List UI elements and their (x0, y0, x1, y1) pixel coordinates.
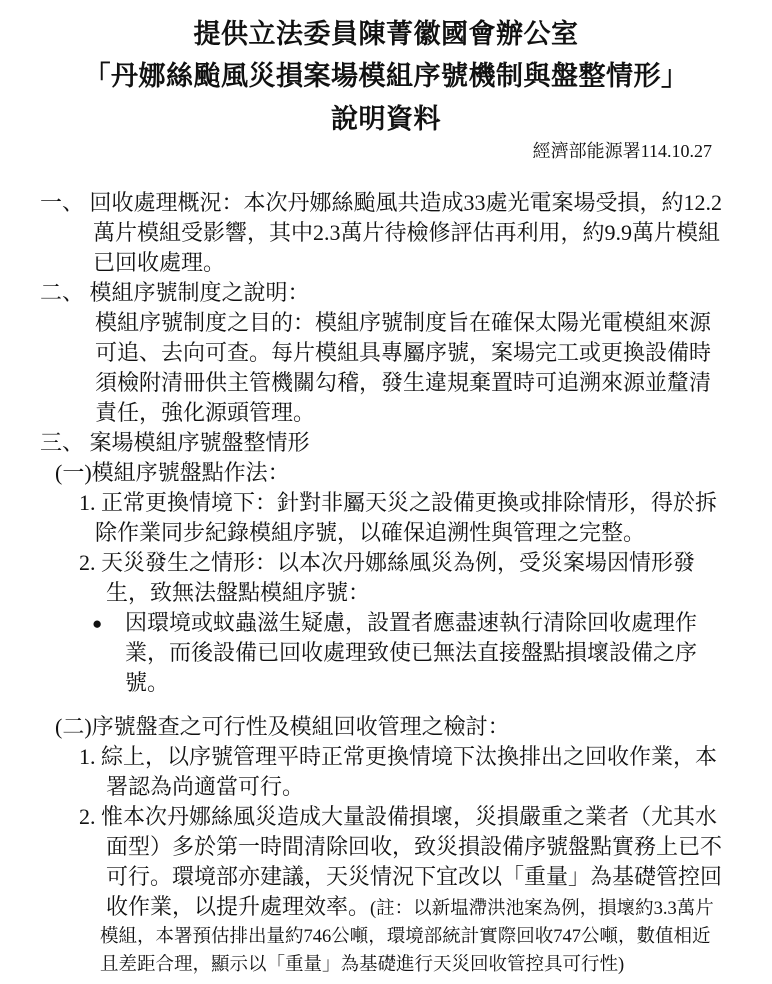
list-item-1-line: 署認為尚適當可行。 (106, 774, 305, 799)
section-2-line: 責任，強化源頭管理。 (95, 400, 316, 425)
list-item-2-line (106, 892, 714, 924)
list-item-2-line: 生，致無法盤點模組序號： (106, 580, 371, 605)
bullet-item-line: 號。 (125, 670, 170, 695)
section-1-line: 已回收處理。 (93, 250, 226, 275)
list-item-1: 1. 正常更換情境下：針對非屬天災之設備更換或排除情形，得於拆 (79, 490, 718, 515)
list-item-1-line: 除作業同步紀錄模組序號，以確保追溯性與管理之完整。 (95, 520, 646, 545)
bullet-item (92, 608, 697, 639)
footnote-line: 且差距合理，顯示以「重量」為基礎進行天災回收管控具可行性) (100, 955, 625, 975)
list-item-2: 2. 天災發生之情形：以本次丹娜絲風災為例，受災案場因情形發 (79, 550, 696, 575)
section-3-heading: 三、 案場模組序號盤整情形 (40, 430, 310, 455)
list-item-2-line: 面型）多於第一時間清除回收，致災損設備序號盤點實務上已不 (106, 834, 723, 859)
document-title-line3: 說明資料 (331, 104, 441, 134)
section-2-line: 可追、去向可查。每片模組具專屬序號，案場完工或更換設備時 (95, 340, 712, 365)
section-2-line: 模組序號制度之目的：模組序號制度旨在確保太陽光電模組來源 (95, 310, 712, 335)
list-item-1: 1. 綜上，以序號管理平時正常更換情境下汰換排出之回收作業，本 (79, 744, 718, 769)
section-1-line: 萬片模組受影響，其中2.3萬片待檢修評估再利用，約9.9萬片模組 (93, 220, 721, 245)
agency-date-byline: 經濟部能源署114.10.27 (532, 141, 712, 161)
subsection-3-1-heading: (一)模組序號盤點作法： (55, 460, 290, 485)
section-1-heading: 一、 回收處理概況：本次丹娜絲颱風共造成33處光電案場受損，約12.2 (40, 190, 723, 215)
document-title-line1: 提供立法委員陳菁徽國會辦公室 (193, 19, 579, 49)
list-item-2-text: 收作業，以提升處理效率。 (106, 894, 371, 919)
bullet-item-text: 因環境或蚊蟲滋生疑慮，設置者應盡速執行清除回收處理作 (125, 610, 698, 635)
bullet-item-line: 業，而後設備已回收處理致使已無法直接盤點損壞設備之序 (125, 640, 698, 665)
section-2-heading: 二、 模組序號制度之說明： (40, 280, 310, 305)
footnote-line: 模組，本署預估排出量約746公噸，環境部統計實際回收747公噸，數值相近 (100, 927, 711, 947)
section-2-line: 須檢附清冊供主管機關勾稽，發生違規棄置時可追溯來源並釐清 (95, 370, 712, 395)
bullet-icon: ● (92, 614, 103, 633)
document-title-line2: 「丹娜絲颱風災損案場模組序號機制與盤整情形」 (83, 61, 689, 91)
list-item-2: 2. 惟本次丹娜絲風災造成大量設備損壞，災損嚴重之業者（尤其水 (79, 804, 718, 829)
footnote-start: (註：以新塭滯洪池案為例，損壞約3.3萬片 (370, 899, 714, 919)
subsection-3-2-heading: (二)序號盤查之可行性及模組回收管理之檢討： (55, 714, 510, 739)
list-item-2-line: 可行。環境部亦建議，天災情況下宜改以「重量」為基礎管控回 (106, 864, 723, 889)
